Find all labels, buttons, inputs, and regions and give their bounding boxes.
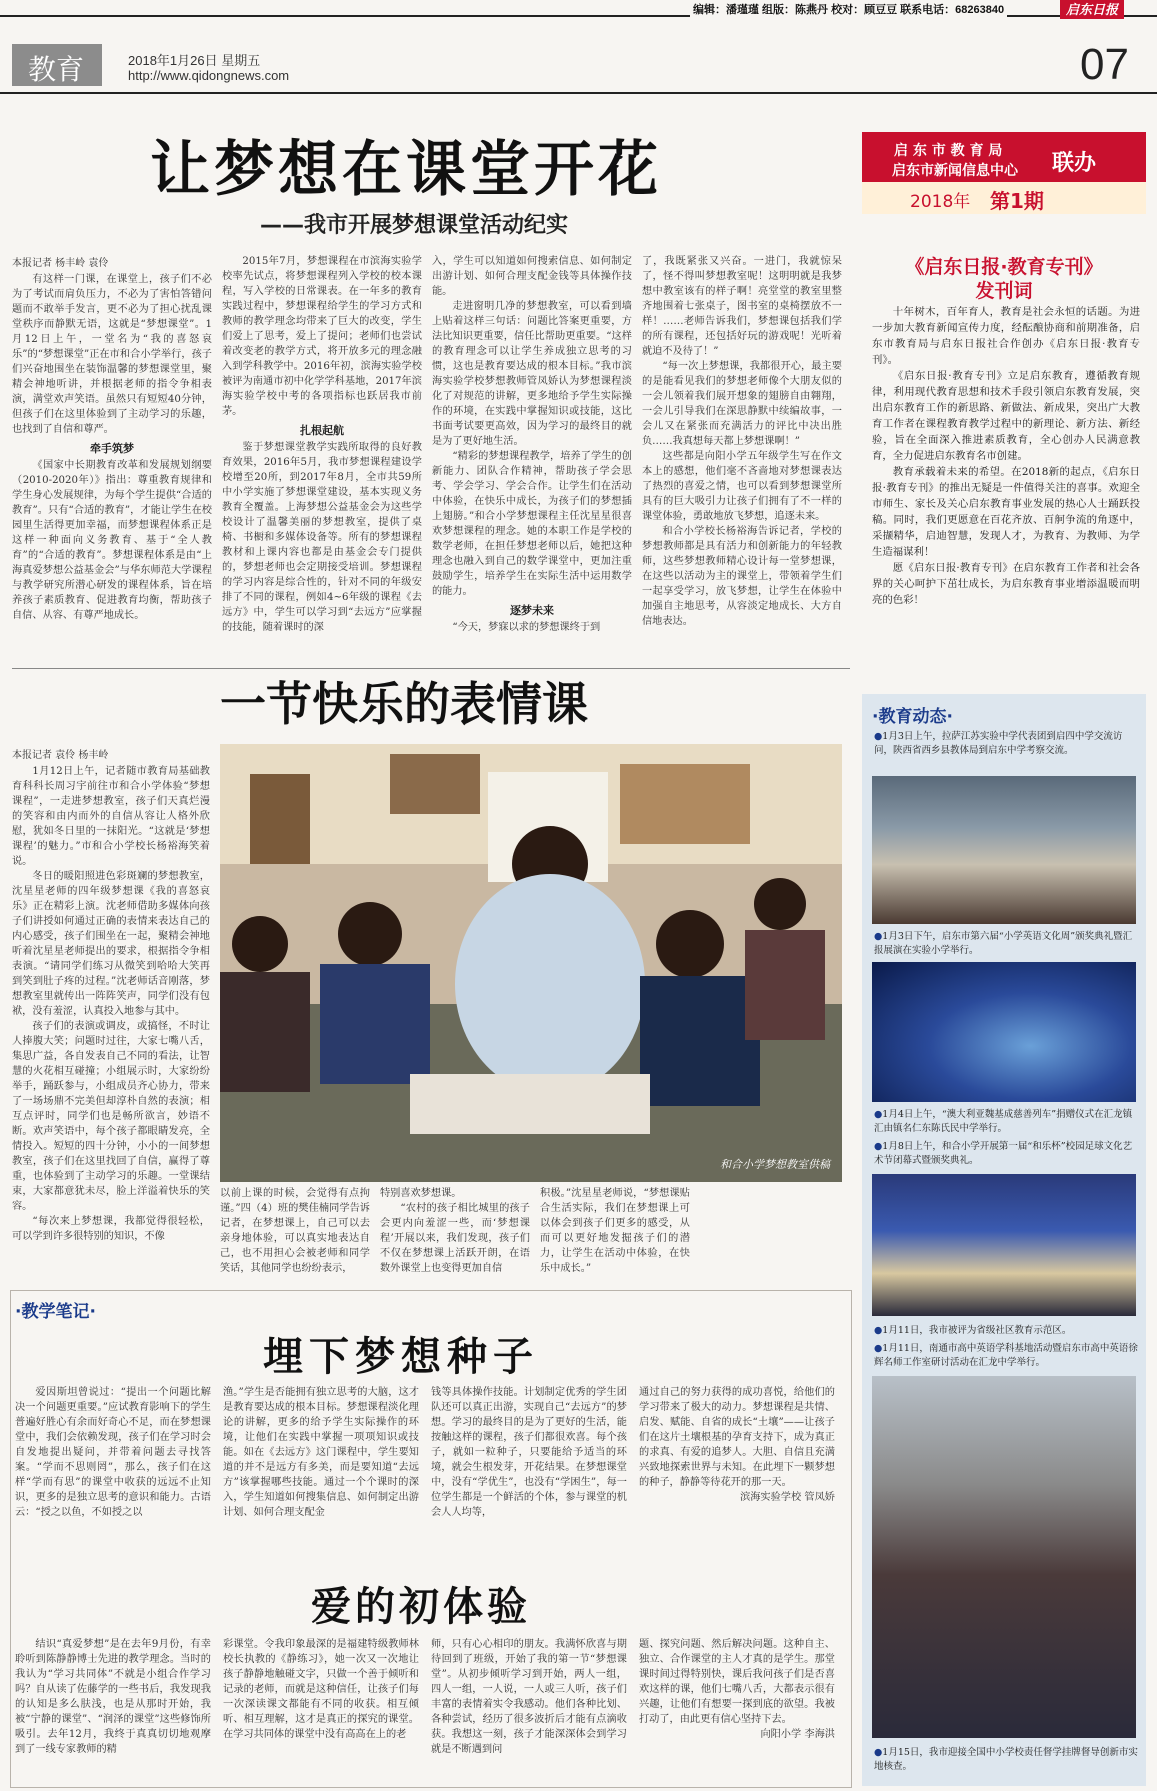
lead-para: 这些都是向阳小学五年级学生写在作文本上的感想，他们毫不吝啬地对梦想课表达了热烈的喜爱之情，也可以看到梦想课堂所具有的巨大吸引力让孩子们拥有了不一样的课堂体验，勇敢地放飞梦想，追逐未来。	[642, 451, 842, 522]
masthead-logo: 启东日报	[1060, 0, 1124, 19]
lead-para: 鉴于梦想课堂教学实践所取得的良好教育效果，2016年5月，我市梦想课程建设学校增至20所，到2017年8月，全市共59所中小学实施了梦想课堂建设，基本实现义务教育全覆盖。上海梦想公益基金会为这些学校设计了温馨美丽的梦想教室，提供了桌椅、书橱和多媒体设备等。所有的梦想课程教材和上课内容也都是由基金会专门提供的，梦想老师也会定期接受培训。梦想课程的学习内容是综合性的，针对不同的年级安排了不同的课程，例如4~6年级的课程《去远方》中，学生可以学习到“去远方”应掌握的技能，随着课时的深	[222, 442, 422, 633]
story2-para: “每次来上梦想课，我都觉得很轻松，可以学到许多很特别的知识，不像	[12, 1216, 210, 1242]
notes-para: 渔。”学生是否能拥有独立思考的大脑，这才是教育要达成的根本目标。梦想课程淡化理论的讲解，更多的给予学生实际操作的环境，让他们在实践中掌握一项项知识或技能。如在《去远方》这门课程中，学生要知道的并不是远方有多美，而是要知道“去远方”该掌握哪些技能。通过一个个课时的深入，学生知道如何搜集信息、如何制定出游计划、如何合理支配金	[223, 1387, 419, 1518]
credits-text: 编辑：潘瑾瑾 组版：陈燕丹 校对：顾豆豆 联系电话：68263840	[690, 1, 1007, 17]
story2-para: 积极。”沈星星老师说，“梦想课贴合生活实际，我们在梦想课上可以体会到孩子们更多的感受，从而可以更好地发掘孩子们的潜力，让学生在活动中体验，在快乐中成长。”	[540, 1188, 690, 1274]
lead-para: 2015年7月，梦想课程在市滨海实验学校率先试点，将梦想课程列入学校的校本课程，写入学校的日常课表。在一年多的教育实践过程中，梦想课程给学生的学习方式和教师的教学理念均带来了巨大的改变，学生们爱上了思考，爱上了提问；老师们也尝试着改变老的教学方式，将开放多元的理念融入到学科教学中。2016年初，滨海实验学校被评为南通市初中化学学科基地，2017年滨海实验学校中考的各项指标也跃居我市前茅。	[222, 256, 422, 417]
notes-para: 题、探究问题、然后解决问题。这种自主、独立、合作课堂的主人才真的是学生。那堂课时间过得特别快，课后我问孩子们是否喜欢这样的课，他们七嘴八舌，大都表示很有兴趣，让他们有想要一探到底的欲望。我被打动了，由此更有信心坚持下去。	[639, 1639, 835, 1725]
credits-bar	[0, 0, 1157, 26]
news-photo-4	[872, 1376, 1136, 1738]
lead-subhead: 扎根起航	[300, 424, 344, 437]
news-sidebar	[862, 694, 1146, 1786]
news-item-text: 1月3日上午，拉萨江苏实验中学代表团到启四中学交流访问，陕西省西乡县教体局到启东中学考察交流。	[874, 731, 1123, 756]
sponsor-box	[862, 132, 1146, 214]
notes-b-col-3	[431, 1637, 627, 1757]
photo-credit: 和合小学梦想教室供稿	[720, 1158, 830, 1171]
bullet-icon: ●	[874, 1343, 883, 1354]
lead-para: “今天，梦寐以求的梦想课终于到	[452, 622, 601, 633]
bullet-icon: ●	[874, 931, 883, 942]
notes-para: 爱因斯坦曾说过：“提出一个问题比解决一个问题更重要。”应试教育影响下的学生普遍好胜心有余而好奇心不足，而在梦想课堂中，我们会依赖发现，孩子们在学习时会自发地提出疑问，并带着问题去寻找答案。“学而不思则罔”，那么，孩子们在这样“学而有思”的课堂中收获的远远不止知识，更多的是独立思考的意识和能力。古语云：“授之以鱼，不如授之以	[15, 1387, 211, 1518]
section-tab	[12, 44, 102, 86]
story2-col-2	[220, 1186, 370, 1276]
news-item	[874, 1140, 1138, 1168]
lead-para: 《国家中长期教育改革和发展规划纲要（2010-2020年）》指出：尊重教育规律和学生身心发展规律，为每个学生提供“合适的教育”。只有“合适的教育”，才能让学生在校园里生活得更加幸福，而梦想课程体系正是这样一种面向义务教育、基于“全人教育”的“合适的教育”。梦想课程体系是由“上海真爱梦想公益基金会”与华东师范大学课程与教学研究所潜心研发的课程体系，旨在培养孩子素质教育、促进教育均衡，帮助孩子自信、从容、有尊严地成长。	[12, 460, 212, 621]
news-heading: ·教育动态·	[872, 707, 953, 727]
lead-para: 有这样一门课，在课堂上，孩子们不必为了考试而肩负压力，不必为了害怕答错问题而不敢举手发言，更不必为了担心扰乱课堂秩序而静默无语，这就是“梦想课堂”。1月12日上午，一堂名为“我的喜怒哀乐”的“梦想课堂”正在市和合小学举行，孩子们兴奋地围坐在装饰温馨的梦想课堂里，聚精会神地听讲，并根据老师的指令争相表演，满堂欢声笑语。虽然只有短短40分钟，但孩子们在这里体验到了主动学习的乐趣，也找到了自信和尊严。	[12, 274, 212, 435]
notes-para: 师，只有心心相印的朋友。我满怀欣喜与期待回到了班级，开始了我的第一节“梦想课堂”。从初步倾听学习到开始，两人一组，四人一组，一人说，一人或三人听，孩子们丰富的表情着实令我感动。他们各种比划、各种尝试，经历了很多波折后才能有点滴收获。我想这一刻，孩子才能深深体会到学习就是不断遇到问	[431, 1639, 627, 1755]
notes-b-col-2	[223, 1637, 419, 1742]
story2-para: 特别喜欢梦想课。	[380, 1188, 462, 1199]
sponsor-joint: 联办	[1052, 151, 1097, 176]
news-photo-3	[872, 1174, 1136, 1316]
notes-signature: 向阳小学 李海洪	[760, 1729, 835, 1740]
bullet-icon: ●	[874, 1747, 883, 1758]
news-item	[874, 730, 1138, 758]
lead-para: “精彩的梦想课程教学，培养了学生的创新能力、团队合作精神，帮助孩子学会思考、学会学习、学会合作。让学生们在活动中体验，在快乐中成长，为孩子们的梦想插上翅膀。”和合小学梦想课程主任沈星星很喜欢梦想课程的理念。她的本职工作是学校的数学老师，在担任梦想老师以后，她把这种理念也融入到自己的数学课堂中，更加注重鼓励学生，培养学生在实际生活中运用数学的能力。	[432, 451, 632, 597]
notes-title-1: 埋下梦想种子	[263, 1333, 539, 1380]
story2-col-1	[12, 764, 210, 1244]
notes-signature: 滨海实验学校 管凤娇	[740, 1492, 835, 1503]
announce-title-1: 《启东日报·教育专刊》	[905, 256, 1103, 278]
notes-a-col-3	[431, 1385, 627, 1520]
news-photo-2	[872, 962, 1136, 1102]
notes-para: 通过自己的努力获得的成功喜悦，给他们的学习带来了极大的动力。梦想课程是共情、启发、赋能、自省的成长“土壤”——让孩子们在这片土壤根基的孕育支持下，成为真正的求真、有爱的追梦人。大胆、自信且充满兴致地探索世界与未知。在此埋下一颗梦想的种子，静静等待花开的那一天。	[639, 1387, 835, 1488]
classroom-photo	[220, 744, 842, 1182]
news-item-text: 1月11日，我市被评为省级社区教育示范区。	[882, 1325, 1072, 1336]
lead-byline: 本报记者 杨丰岭 袁伶	[12, 258, 109, 269]
lead-para: 了，我既紧张又兴奋。一进门，我就惊呆了，怪不得叫梦想教室呢！这明明就是我梦想中教室该有的样子啊！亮堂堂的教室里整齐地围着七张桌子，图书室的桌椅摆放不一样！……老师告诉我们，梦想课包括我们学的所有课程，还包括好玩的游戏呢！光听着就迫不及待了！”	[642, 256, 842, 357]
notes-para: 钱等具体操作技能。计划制定优秀的学生团队还可以真正出游，实现自己“去远方”的梦想。学习的最终目的是为了更好的生活，能按触这样的课程，孩子们都很欢喜。每个孩子，就如一粒种子，只要能给予适当的环境，就会生根发芽，开花结果。在梦想课堂中，没有“学优生”，也没有“学困生”，每一位学生都是一个鲜活的个体，参与课堂的机会人人均等，	[431, 1387, 627, 1518]
news-item	[874, 1108, 1138, 1136]
lead-subtitle: ——我市开展梦想课堂活动纪实	[260, 213, 569, 238]
notes-b-col-4	[639, 1637, 835, 1742]
notes-b-col-1	[15, 1637, 211, 1757]
news-item-text: 1月8日上午，和合小学开展第一届“和乐杯”校园足球文化艺术节闭幕式暨颁奖典礼。	[874, 1141, 1133, 1166]
bullet-icon: ●	[874, 1141, 883, 1152]
notes-para: 结识“真爱梦想”是在去年9月份，有幸聆听到陈静静博士先进的教学理念。当时的我认为“学习共同体”不就是小组合作学习吗？自从读了佐藤学的一些书后，我发现我的认知是多么肤浅，也是从那时开始，我被“宁静的课堂”、“润泽的课堂”这些修饰所吸引。去年12月，我终于真真切切地观摩到了一线专家教师的精	[15, 1639, 211, 1755]
lead-para: 走进窗明几净的梦想教室，可以看到墙上贴着这样三句话：问题比答案更重要，方法比知识更重要，信任比帮助更重要。“这样的教育理念可以让学生养成独立思考的习惯，这也是教育要达成的根本目标。”我市滨海实验学校梦想教师管凤娇认为梦想课程淡化了对规范的讲解，更多地给予学生实际操作的环境，在实践中掌握知识或技能，这比书面考试要更高效，因为学习的最终目的就是为了更好地生活。	[432, 301, 632, 447]
notes-panel	[10, 1290, 852, 1788]
story2-para: 1月12日上午，记者随市教育局基础教育科科长周习宇前往市和合小学体验“梦想课程”，一走进梦想教室，孩子们天真烂漫的笑容和由内而外的自信从容让人格外欣慰，犹如冬日里的一抹阳光。“这就是‘梦想课程’的魅力。”市和合小学校长杨裕海笑着说。	[12, 766, 210, 867]
story2-col-3	[380, 1186, 530, 1276]
sponsor-line-2: 启东市新闻信息中心	[892, 163, 1018, 179]
notes-a-col-4	[639, 1385, 835, 1505]
story2-para: 孩子们的表演或调皮，或搞怪，不时让人捧腹大笑；问题时过往，大家七嘴八舌，集思广益，各自发表自己不同的看法，让智慧的火花相互碰撞；小组展示时，大家纷纷举手，踊跃参与，小组成员齐心协力，带来了一场场鼎不完美但却淳朴自然的表演；相互点评时，同学们也是畅所欲言，妙语不断。欢声笑语中，每个孩子都眼睛发亮，全情投入。短短的四十分钟，小小的一间梦想教室，孩子们在这里找回了自信，赢得了尊重，也体验到了主动学习的乐趣。一堂课结束，大家都意犹未尽，脸上洋溢着快乐的笑容。	[12, 1021, 210, 1212]
news-item	[874, 930, 1138, 958]
site-url: http://www.qidongnews.com	[128, 68, 290, 83]
story2-para: 以前上课的时候，会觉得有点拘谨。”四（4）班的樊佳楠同学告诉记者，在梦想课上，自己可以去亲身地体验，可以真实地表达自己，也不用担心会被老师和同学笑话，其他同学也纷纷表示，	[220, 1188, 370, 1274]
announce-title-2: 发刊词	[975, 280, 1033, 302]
lead-subhead: 牵手筑梦	[90, 442, 134, 455]
lead-subhead: 逐梦未来	[510, 604, 554, 617]
announce-para: 《启东日报·教育专刊》立足启东教育，遵循教育规律，利用现代教育思想和技术手段引领启东教育发展，突出启东教育工作的新思路、新做法、新成果，突出广大教育工作者在课程教育教学过程中的新理论、新方法、新经验，旨在全面深入推进素质教育，全心创办人民满意教育，全力促进启东教育名市创建。	[872, 370, 1140, 462]
news-item-text: 1月3日下午，启东市第六届“小学英语文化周”颁奖典礼暨汇报展演在实验小学举行。	[874, 931, 1133, 956]
sponsor-line-1: 启 东 市 教 育 局	[894, 143, 1003, 159]
notes-heading: ·教学笔记·	[15, 1302, 96, 1322]
news-photo-1	[872, 776, 1136, 924]
bullet-icon: ●	[874, 731, 883, 742]
lead-title: 让梦想在课堂开花	[150, 135, 662, 205]
story2-col-4	[540, 1186, 690, 1276]
announce-para: 教育承载着未来的希望。在2018新的起点，《启东日报·教育专刊》的推出无疑是一件值得关注的喜事。欢迎全市师生、家长及关心启东教育事业发展的热心人士踊跃投稿。同时，我们更愿意在百花齐放、百舸争流的角逐中，采撷精华，启迪智慧，发现人才，为教育、为教师、为学生造福谋利！	[872, 466, 1140, 558]
announce-body	[872, 304, 1140, 608]
story2-para: “农村的孩子相比城里的孩子会更内向羞涩一些，而‘梦想课程’开展以来，我们发现，孩子们不仅在梦想课上活跃开朗，在语数外课堂上也变得更加自信	[380, 1203, 530, 1274]
news-item	[874, 1324, 1138, 1338]
lead-col-4	[642, 254, 842, 629]
section-label: 教育	[28, 53, 85, 86]
notes-a-col-2	[223, 1385, 419, 1520]
news-item	[874, 1342, 1138, 1370]
lead-para: “每一次上梦想课，我都很开心，最主要的是能看见我们的梦想老师像个大朋友似的一会儿领着我们展开想象的翅膀自由翱翔，一会儿引导我们在深思静默中续编故事，一会儿又在紧张而充满活力的评比中决出胜负……我真想每天都上梦想课啊！”	[642, 361, 842, 447]
header-rule	[0, 92, 1157, 94]
news-item	[874, 1746, 1138, 1774]
issue-date: 2018年1月26日 星期五	[128, 53, 261, 68]
issue-number: 第1期	[990, 189, 1044, 213]
bullet-icon: ●	[874, 1109, 883, 1120]
lead-para: 入，学生可以知道如何搜索信息、如何制定出游计划、如何合理支配金钱等具体操作技能。	[432, 256, 632, 297]
notes-title-2: 爱的初体验	[311, 1583, 531, 1630]
lead-col-3	[432, 254, 632, 635]
issue-strip	[862, 182, 1146, 214]
news-item-text: 1月11日，南通市高中英语学科基地活动暨启东市高中英语徐辉名师工作室研讨活动在汇龙中学举行。	[874, 1343, 1138, 1368]
notes-para: 彩课堂。令我印象最深的是福建特级教师林校长执教的《静练习》，她一次又一次地让孩子静静地触碰文字，只做一个善于倾听和记录的老师，而就是这种信任，让孩子们每一次深读课文都能有不同的收获。相互倾听、相互理解，这才是真正的探究的课堂。在学习共同体的课堂中没有高高在上的老	[223, 1639, 419, 1740]
story2-para: 冬日的暖阳照进色彩斑斓的梦想教室，沈星星老师的四年级梦想课《我的喜怒哀乐》正在精彩上演。沈老师借助多媒体向孩子们讲授如何通过正确的表情来表达自己的内心感受，孩子们围坐在一起，聚精会神地听着沈星星老师提出的要求，根据指令争相表演。“请同学们练习从微笑到哈哈大笑再到笑到肚子疼的过程。”沈老师话音刚落，梦想教室里就传出一阵阵笑声，同学们没有包袱，没有羞涩，认真投入地参与其中。	[12, 871, 210, 1017]
lead-para: 和合小学校长杨裕海告诉记者，学校的梦想教师都是具有活力和创新能力的年轻教师，这些梦想教师精心设计每一堂梦想课，在这些以活动为主的课堂上，带领着学生们一起享受学习，放飞梦想，让学生在体验中加强自主地思考，从容淡定地成长、大方自信地表达。	[642, 526, 842, 627]
story2-title: 一节快乐的表情课	[220, 677, 588, 731]
lead-col-1	[12, 272, 212, 623]
announce-para: 愿《启东日报·教育专刊》在启东教育工作者和社会各界的关心呵护下茁壮成长，为启东教育事业增添温暖而明亮的色彩！	[872, 562, 1140, 606]
story2-byline: 本报记者 袁伶 杨丰岭	[12, 750, 109, 761]
lead-col-2	[222, 254, 422, 635]
notes-a-col-1	[15, 1385, 211, 1520]
news-item-text: 1月4日上午，“澳大利亚魏基成慈善列车”捐赠仪式在汇龙镇汇由镇名仁东陈氏民中学举行。	[874, 1109, 1133, 1134]
bullet-icon: ●	[874, 1325, 883, 1336]
page-number: 07	[1080, 40, 1129, 89]
announce-para: 十年树木，百年育人，教育是社会永恒的话题。为进一步加大教育新闻宣传力度，经酝酿协商和前期准备，启东市教育局与启东日报社合作创办《启东日报·教育专刊》。	[872, 306, 1140, 366]
news-item-text: 1月15日，我市迎接全国中小学校责任督学挂牌督导创新市实地核查。	[874, 1747, 1138, 1772]
issue-year: 2018年	[910, 192, 971, 212]
classroom-photo-image	[220, 744, 842, 1182]
